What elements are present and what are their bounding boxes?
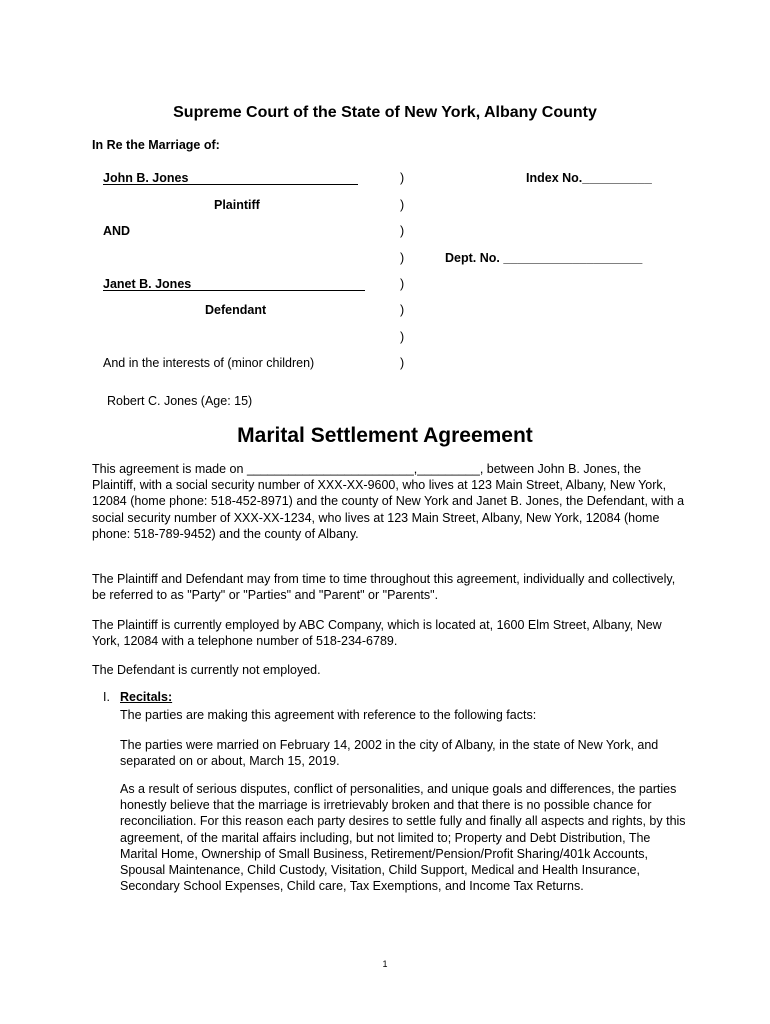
- dept-number-field: Dept. No. ____________________: [445, 251, 643, 265]
- defendant-employment-paragraph: The Defendant is currently not employed.: [92, 663, 321, 677]
- plaintiff-underline: [103, 170, 358, 185]
- recitals-intro: The parties are making this agreement with reference to the following facts:: [120, 708, 537, 722]
- section-number: I.: [103, 690, 110, 704]
- defendant-underline: [103, 276, 365, 291]
- recital-marriage-facts: The parties were married on February 14, 2002 in the city of Albany, in the state of New York, and separated on or about, March 15, 2019.: [120, 738, 659, 769]
- caption-paren: ): [400, 224, 405, 238]
- in-re-heading: In Re the Marriage of:: [92, 138, 220, 152]
- court-title: Supreme Court of the State of New York, Albany County: [173, 104, 597, 121]
- caption-paren: ): [400, 303, 405, 317]
- interests-line: And in the interests of (minor children): [103, 356, 315, 370]
- caption-paren: ): [400, 277, 405, 291]
- page-number: 1: [382, 959, 388, 969]
- recital-reasons: As a result of serious disputes, conflict of personalities, and unique goals and differences, the parties honestly believe that the marriage is irretrievably broken and that there is no possible chance for reconciliation. For this reason each party desires to settle fully and finally all aspects and rights, by this agreement, of the marital affairs including, but not limited to; Property and Debt Distribution, The Marital Home, Ownership of Small Business, Retirement/Pension/Profit Sharing/401k Accounts, Spousal Maintenance, Child Custody, Visitation, Child Support, Medical and Health Insurance, Secondary School Expenses, Child care, Tax Exemptions, and Income Tax Returns.: [120, 782, 686, 894]
- agreement-parties-paragraph: This agreement is made on ________________________,_________, between John B. Jones, the Plaintiff, with a social security number of XXX-XX-9600, who lives at 123 Main Street, Albany, New York, 12084 (home phone: 518-452-8971) and the county of New York and Janet B. Jones, the Defendant, with a social security number of XXX-XX-1234, who lives at 123 Main Street, Albany, New York, 12084 (home phone: 518-789-9452) and the county of Albany.: [92, 462, 685, 541]
- caption-paren: ): [400, 330, 405, 344]
- and-label: AND: [103, 224, 131, 238]
- caption-paren: ): [400, 198, 405, 212]
- party-definitions-paragraph: The Plaintiff and Defendant may from time to time throughout this agreement, individually and collectively, be referred to as "Party" or "Parties" and "Parent" or "Parents".: [92, 572, 676, 603]
- document-title: Marital Settlement Agreement: [237, 424, 533, 447]
- caption-paren: ): [400, 171, 405, 185]
- minor-child: Robert C. Jones (Age: 15): [107, 394, 253, 408]
- defendant-name: Janet B. Jones: [103, 277, 192, 291]
- plaintiff-name: John B. Jones: [103, 171, 189, 185]
- section-heading-recitals: Recitals:: [120, 690, 173, 704]
- caption-paren: ): [400, 356, 405, 370]
- index-number-field: Index No.__________: [526, 171, 652, 185]
- plaintiff-employment-paragraph: The Plaintiff is currently employed by ABC Company, which is located at, 1600 Elm Street, Albany, New York, 12084 with a telephone number of 518-234-6789.: [92, 618, 662, 649]
- caption-paren: ): [400, 251, 405, 265]
- defendant-label: Defendant: [205, 303, 267, 317]
- plaintiff-label: Plaintiff: [214, 198, 260, 212]
